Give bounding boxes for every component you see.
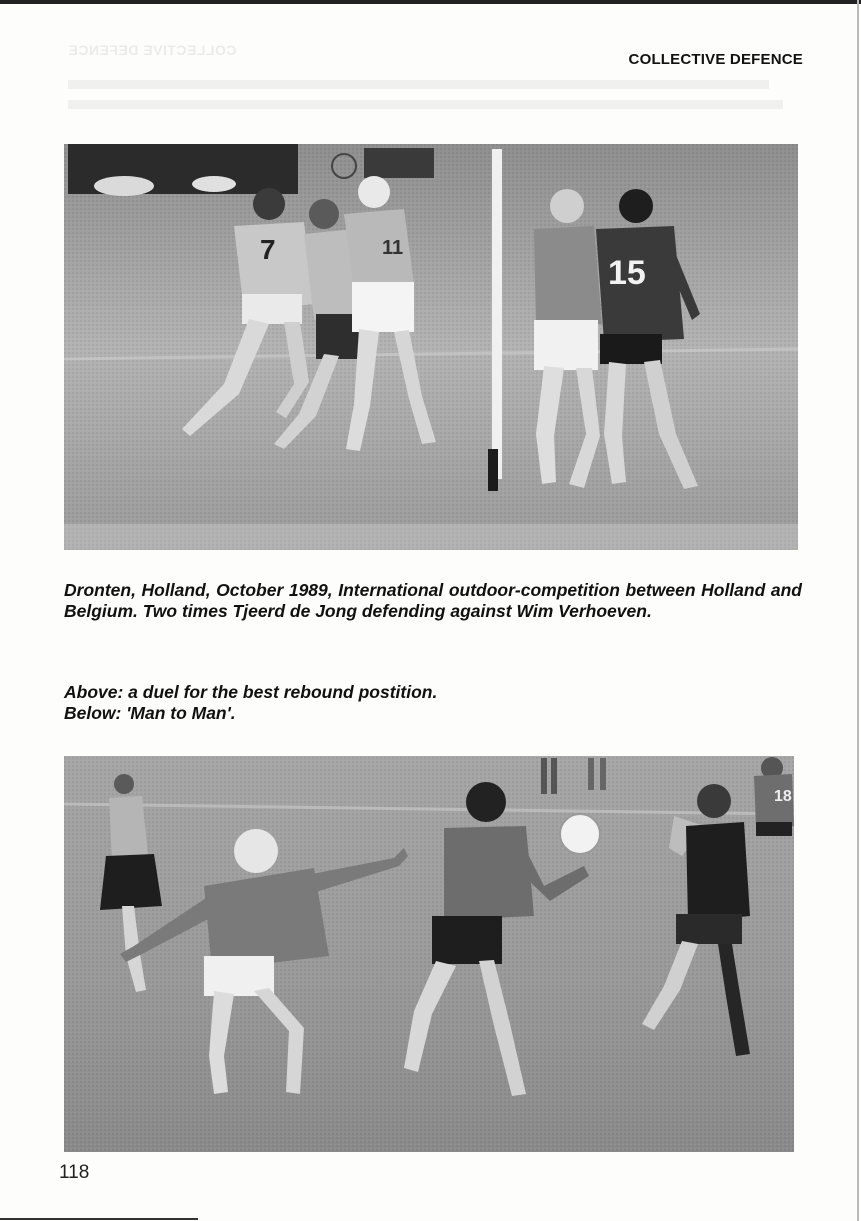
photo-caption: Dronten, Holland, October 1989, International outdoor-competition between Holland and Belgium. Two times Tjeerd de Jong defending against Wim Verhoeven. bbox=[64, 580, 802, 621]
photo-caption-details bbox=[64, 682, 802, 724]
jersey-number-label: 18 bbox=[774, 788, 792, 805]
jersey-number-label: 7 bbox=[260, 234, 276, 265]
jersey-number-label: 11 bbox=[382, 237, 404, 259]
jersey-number-label: 15 bbox=[608, 254, 646, 292]
top-rule bbox=[0, 0, 861, 4]
caption-above: Above: a duel for the best rebound postition. bbox=[64, 682, 438, 702]
show-through-heading: COLLECTIVE DEFENCE bbox=[68, 42, 237, 58]
bottom-rule bbox=[0, 1218, 198, 1220]
page-edge bbox=[857, 0, 859, 1221]
ball bbox=[560, 814, 600, 854]
show-through-text bbox=[68, 80, 798, 120]
page-number: 118 bbox=[59, 1162, 90, 1183]
photo-rebound-duel bbox=[64, 144, 798, 550]
photo-man-to-man bbox=[64, 756, 794, 1152]
running-head: COLLECTIVE DEFENCE bbox=[628, 51, 803, 68]
caption-below: Below: 'Man to Man'. bbox=[64, 703, 236, 723]
